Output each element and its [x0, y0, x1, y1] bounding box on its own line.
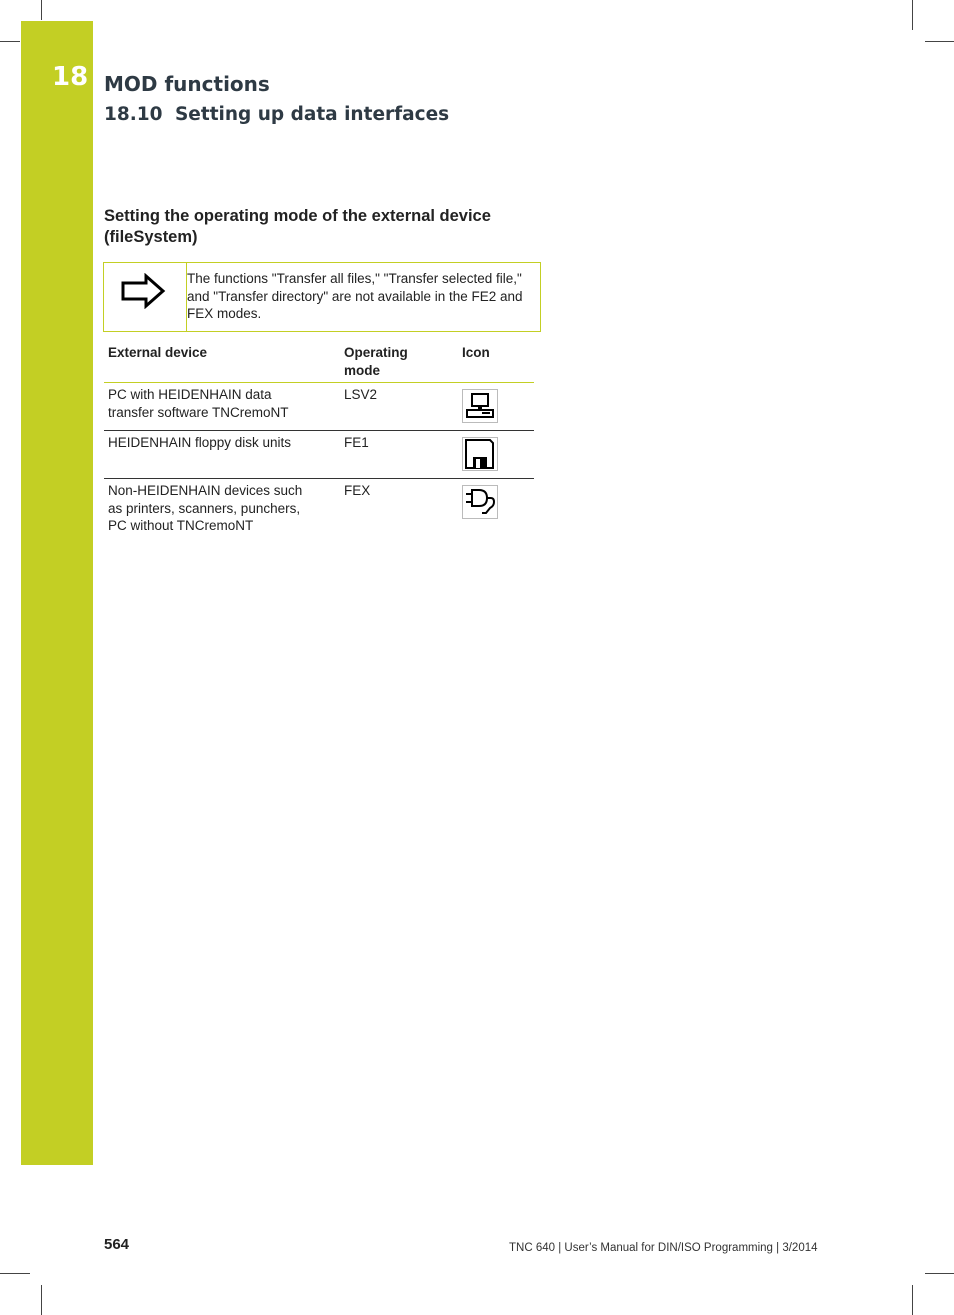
- page-number: 564: [104, 1236, 130, 1253]
- table-row: [104, 383, 534, 431]
- icon-cell: [458, 431, 534, 479]
- table-header-row: [104, 342, 534, 383]
- note-text: The functions "Transfer all files," "Transfer selected file," and "Transfer directory" are not available in the FE2 and FEX modes.: [187, 271, 523, 321]
- heading-line: (fileSystem): [104, 228, 198, 246]
- crop-mark: [0, 41, 20, 42]
- plug-icon: [462, 485, 498, 519]
- column-header-mode-line: Operating: [344, 345, 408, 360]
- footer-text: TNC 640 | User’s Manual for DIN/ISO Programming | 3/2014: [509, 1242, 818, 1254]
- crop-mark: [41, 0, 42, 20]
- crop-mark: [0, 1273, 30, 1274]
- column-header-mode-line: mode: [344, 362, 381, 378]
- column-header-icon: Icon: [458, 342, 534, 383]
- device-text: PC without TNCremoNT: [108, 518, 254, 533]
- mode-cell: FEX: [344, 483, 371, 498]
- crop-mark: [41, 1285, 42, 1315]
- note-box: [103, 262, 541, 332]
- arrow-right-icon: [120, 273, 166, 309]
- device-table: [104, 342, 534, 538]
- chapter-title: MOD functions: [104, 72, 270, 96]
- heading-line: Setting the operating mode of the external device: [104, 207, 491, 225]
- section-number: 18.10: [104, 104, 163, 125]
- device-text: PC with HEIDENHAIN data: [108, 387, 272, 402]
- subsection-heading: [104, 206, 544, 248]
- device-text: transfer software TNCremoNT: [108, 404, 289, 420]
- section-title-text: Setting up data interfaces: [174, 104, 450, 125]
- crop-mark: [912, 1285, 913, 1315]
- table-row: [104, 431, 534, 479]
- column-header-device: External device: [104, 342, 340, 383]
- table-row: [104, 479, 534, 539]
- chapter-sidebar: [21, 21, 93, 1165]
- icon-cell: [458, 479, 534, 539]
- device-cell: HEIDENHAIN floppy disk units: [104, 431, 340, 479]
- section-title: [104, 104, 449, 125]
- mode-cell: LSV2: [340, 383, 458, 431]
- crop-mark: [912, 0, 913, 30]
- chapter-number: 18: [52, 62, 89, 92]
- mode-cell: FE1: [340, 431, 458, 479]
- crop-mark: [925, 41, 954, 42]
- device-cell: [104, 479, 340, 539]
- column-header-mode: [340, 342, 458, 383]
- crop-mark: [925, 1273, 954, 1274]
- icon-cell: [458, 383, 534, 431]
- pc-icon: [462, 389, 498, 423]
- device-text: as printers, scanners, punchers,: [108, 500, 301, 516]
- device-cell: [104, 383, 340, 431]
- device-text: Non-HEIDENHAIN devices such: [108, 483, 303, 498]
- floppy-disk-icon: [462, 437, 498, 471]
